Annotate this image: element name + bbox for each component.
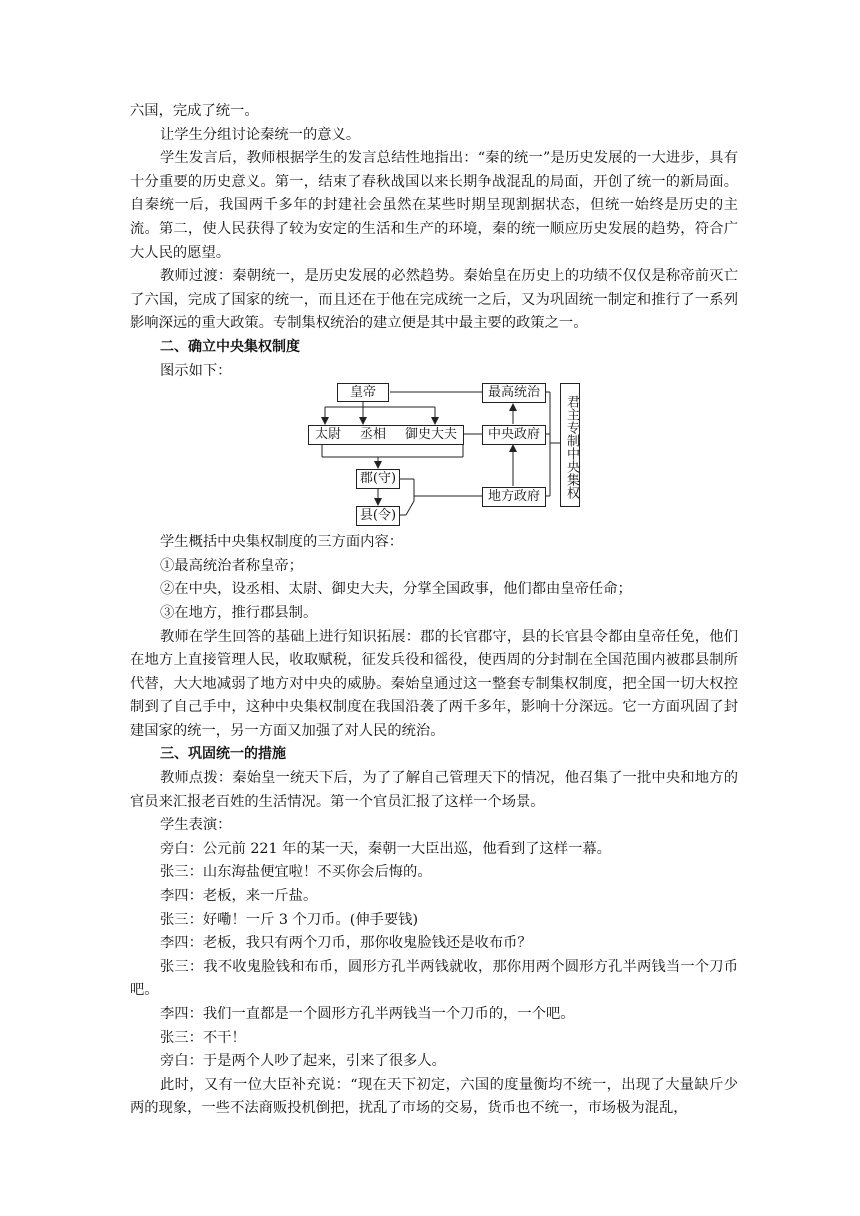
central-gov-box: 中央政府 — [482, 425, 546, 445]
central-system-diagram — [130, 383, 738, 531]
dialogue-line: 李四：老板，我只有两个刀币，那你收鬼脸钱还是收布币？ — [160, 935, 532, 952]
central-officials-box — [308, 425, 464, 445]
paragraph: 教师在学生回答的基础上进行知识拓展：郡的长官郡守，县的长官县令都由皇帝任免，他们在地方上直接管理人民，收取赋税，征发兵役和徭役，使西周的分封制在全国范围内被郡县制所代替，大大地减弱了地方对中央的威胁。秦始皇通过这一整套专制集权制度，把全国一切大权控制到了自己手中，这种中央集权制度在我国沿袭了两千多年，影响十分深远。它一方面巩固了封建国家的统一，另一方面又加强了对人民的统治。 — [130, 628, 738, 739]
paragraph: 六国，完成了统一。 — [130, 103, 259, 119]
dialogue-line: 旁白：公元前 221 年的某一天，秦朝一大臣出巡，他看到了这样一幕。 — [160, 840, 611, 857]
dialogue-line: 李四：我们一直都是一个圆形方孔半两钱当一个刀币的，一个吧。 — [160, 1006, 575, 1022]
paragraph: 此时，又有一位大臣补充说：“现在天下初定，六国的度量衡均不统一，出现了大量缺斤少两的现象，一些不法商贩投机倒把，扰乱了市场的交易，货币也不统一，市场极为混乱， — [130, 1076, 738, 1117]
dialogue-line: 张三：我不收鬼脸钱和布币，圆形方孔半两钱就收，那你用两个圆形方孔半两钱当一个刀币吧。 — [130, 958, 738, 999]
document-page — [130, 100, 738, 1121]
list-item: ①最高统治者称皇帝； — [160, 557, 303, 574]
list-item: ②在中央，设丞相、太尉、御史大夫，分掌全国政事，他们都由皇帝任命； — [160, 581, 632, 598]
dialogue-line: 张三：好嘞！一斤 3 个刀币。(伸手要钱) — [160, 911, 419, 928]
dialogue-line: 李四：老板，来一斤盐。 — [160, 888, 318, 905]
section-heading: 三、巩固统一的措施 — [160, 746, 286, 763]
emperor-box: 皇帝 — [337, 383, 389, 402]
paragraph: 让学生分组讨论秦统一的意义。 — [160, 126, 361, 143]
xian-box: 县(令) — [356, 506, 400, 526]
local-gov-box: 地方政府 — [482, 487, 546, 507]
taiwei-label: 太尉 — [315, 427, 342, 443]
paragraph: 教师点拨：秦始皇一统天下后，为了了解自己管理天下的情况，他召集了一批中央和地方的官员来汇报老百姓的生活情况。第一个官员汇报了这样一个场景。 — [130, 770, 738, 810]
paragraph: 学生概括中央集权制度的三方面内容： — [160, 534, 404, 551]
chengxiang-label: 丞相 — [359, 427, 386, 443]
paragraph: 教师过渡：秦朝统一，是历史发展的必然趋势。秦始皇在历史上的功绩不仅仅是称帝前灭亡了六国，完成了国家的统一，而且还在于他在完成统一之后，又为巩固统一制定和推行了一系列影响深远的重大政策。专制集权统治的建立便是其中最主要的政策之一。 — [130, 268, 738, 332]
paragraph: 学生表演： — [160, 817, 232, 834]
yushi-label: 御史大夫 — [404, 427, 457, 443]
dialogue-line: 张三：山东海盐便宜啦！不买你会后悔的。 — [160, 864, 432, 881]
dialogue-line: 张三：不干！ — [160, 1029, 246, 1046]
diagram-connectors — [130, 383, 738, 531]
paragraph: 学生发言后，教师根据学生的发言总结性地指出：“秦的统一”是历史发展的一大进步，具有十分重要的历史意义。第一，结束了春秋战国以来长期争战混乱的局面，开创了统一的新局面。自秦统一后，我国两千多年的封建社会虽然在某些时期呈现割据状态，但统一始终是历史的主流。第二，使人民获得了较为安定的生活和生产的环境，秦的统一顺应历史发展的趋势，符合广大人民的愿望。 — [130, 150, 738, 261]
section-heading: 二、确立中央集权制度 — [160, 338, 300, 355]
jun-box: 郡(守) — [356, 469, 400, 489]
paragraph: 图示如下： — [160, 362, 232, 379]
dialogue-line: 旁白：于是两个人吵了起来，引来了很多人。 — [160, 1053, 446, 1070]
highest-rule-box: 最高统治 — [482, 383, 546, 403]
list-item: ③在地方，推行郡县制。 — [160, 604, 318, 621]
system-box: 君主专制中央集权 — [560, 383, 580, 507]
